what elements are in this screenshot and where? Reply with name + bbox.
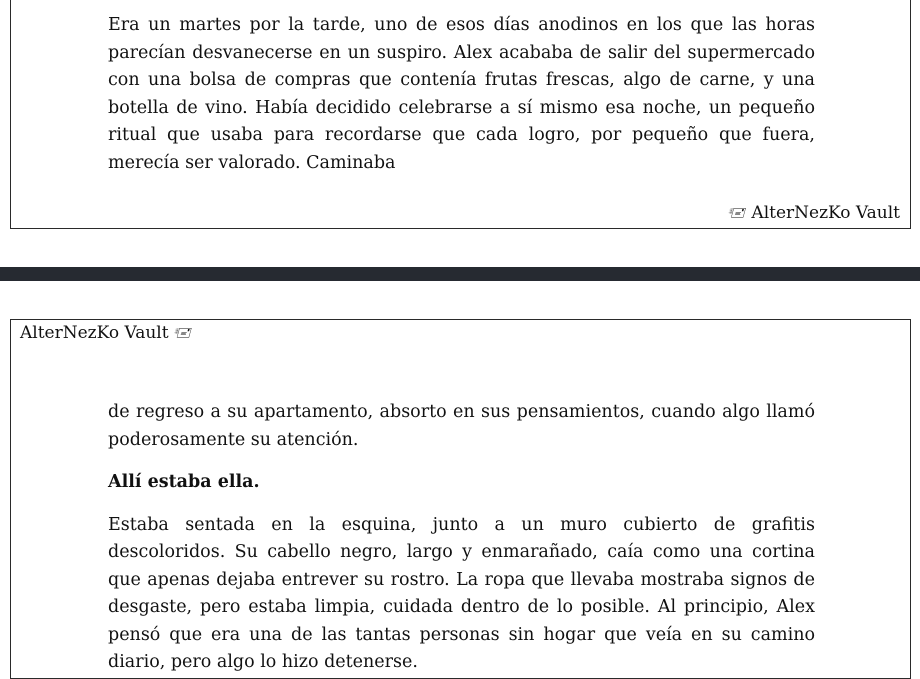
paragraph: de regreso a su apartamento, absorto en sus pensamientos, cuando algo llamó poderosamente su atención. [108,402,815,450]
page-bottom [10,319,911,679]
page-top [10,0,911,229]
page-bottom-body [108,399,815,677]
page-footer [728,202,900,224]
scroll-icon: 🖅 [173,325,192,341]
paragraph: Era un martes por la tarde, uno de esos días anodinos en los que las horas parecían desvanecerse en un suspiro. Alex acababa de salir del supermercado con una bolsa de compras que contenía frutas frescas, algo de carne, y una botella de vino. Había decidido celebrarse a sí mismo esa noche, un pequeño ritual que usaba para recordarse que cada logro, por pequeño que fuera, merecía ser valorado. Caminaba [108,15,815,173]
paragraph: Estaba sentada en la esquina, junto a un muro cubierto de grafitis descoloridos. Su cabello negro, largo y enmarañado, caía como una cortina que apenas dejaba entrever su rostro. La ropa que llevaba mostraba signos de desgaste, pero estaba limpia, cuidada dentro de lo posible. Al principio, Alex pensó que era una de las tantas personas sin hogar que veía en su camino diario, pero algo lo hizo detenerse. [108,514,815,672]
page-top-body [108,12,815,177]
page-separator [0,267,920,281]
scroll-icon: 🖅 [728,205,747,221]
section-heading: Allí estaba ella. [108,472,260,492]
header-label: AlterNezKo Vault [20,323,169,343]
page-header [20,322,192,344]
footer-label: AlterNezKo Vault [751,203,900,223]
